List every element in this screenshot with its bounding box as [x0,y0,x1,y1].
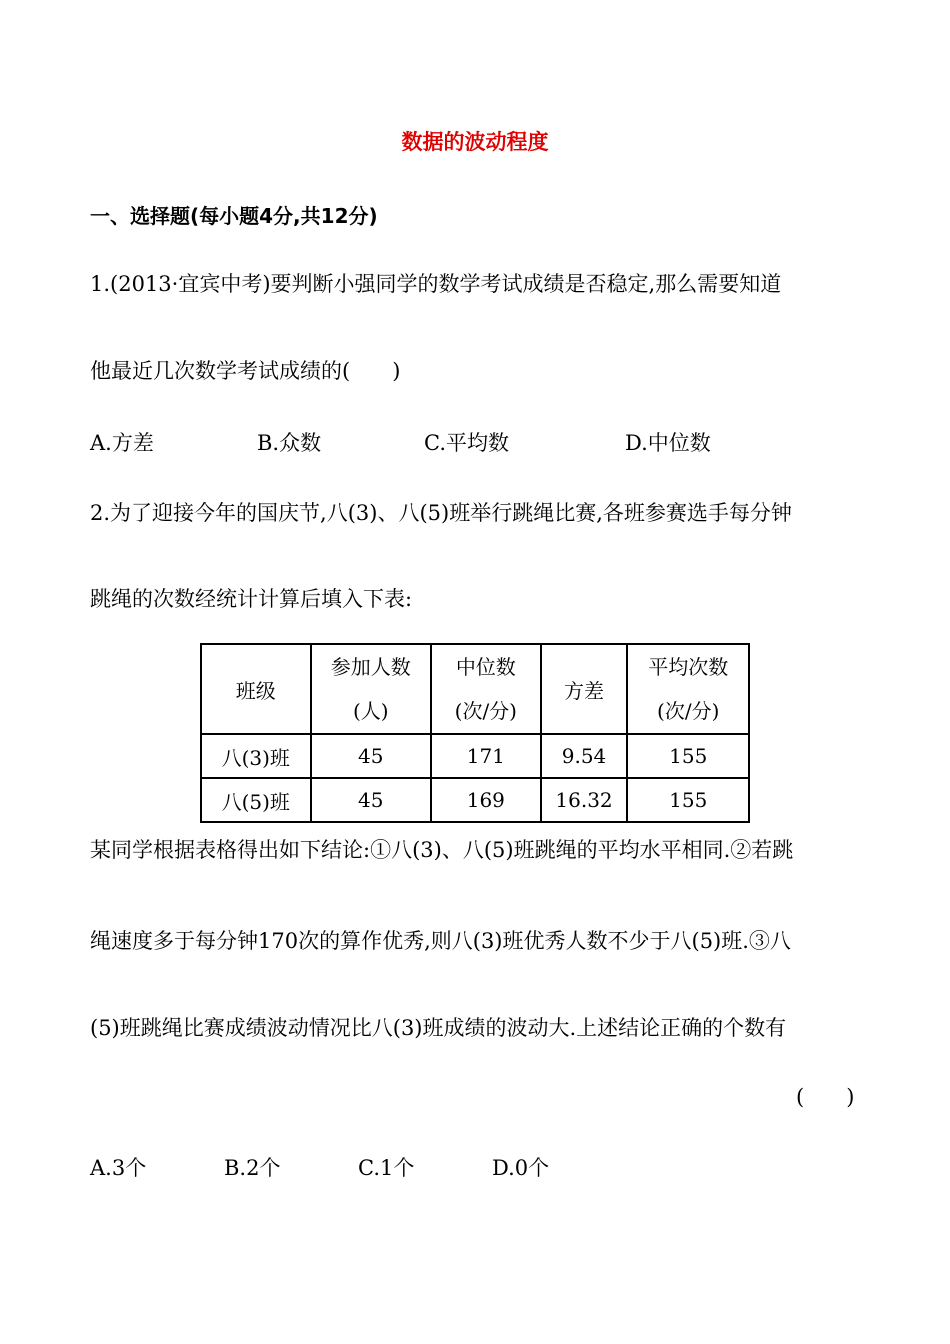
q1-option-d: D.中位数 [625,431,711,455]
cell-class: 八(3)班 [201,734,311,778]
q2-answer-parentheses: ( ) [796,1085,855,1109]
cell-mean: 155 [627,734,749,778]
q2-stem-line-1: 2.为了迎接今年的国庆节,八(3)、八(5)班举行跳绳比赛,各班参赛选手每分钟 [90,501,792,525]
q1-stem-line-1: 1.(2013·宜宾中考)要判断小强同学的数学考试成绩是否稳定,那么需要知道 [90,272,782,296]
jump-rope-stats-table [200,643,750,823]
q2-option-b: B.2个 [224,1156,281,1180]
q2-option-d: D.0个 [492,1156,550,1180]
table-row [201,734,749,778]
header-median: 中位数 (次/分) [431,644,541,734]
q2-conclusion-line-1: 某同学根据表格得出如下结论:①八(3)、八(5)班跳绳的平均水平相同.②若跳 [90,838,794,862]
q2-option-a: A.3个 [90,1156,147,1180]
q1-option-a: A.方差 [90,431,154,455]
cell-median: 169 [431,778,541,822]
q2-stem-line-2: 跳绳的次数经统计计算后填入下表: [90,587,413,611]
cell-mean: 155 [627,778,749,822]
cell-participants: 45 [311,734,432,778]
header-class: 班级 [201,644,311,734]
cell-participants: 45 [311,778,432,822]
q2-option-c: C.1个 [358,1156,415,1180]
document-title: 数据的波动程度 [401,130,549,154]
q1-stem-line-2: 他最近几次数学考试成绩的( ) [90,359,401,383]
header-mean: 平均次数 (次/分) [627,644,749,734]
cell-median: 171 [431,734,541,778]
cell-class: 八(5)班 [201,778,311,822]
cell-variance: 16.32 [541,778,628,822]
q2-conclusion-line-3: (5)班跳绳比赛成绩波动情况比八(3)班成绩的波动大.上述结论正确的个数有 [90,1016,787,1040]
cell-variance: 9.54 [541,734,628,778]
section-heading: 一、选择题(每小题4分,共12分) [90,204,378,228]
table-row [201,778,749,822]
header-participants: 参加人数 (人) [311,644,432,734]
q1-option-c: C.平均数 [424,431,509,455]
header-variance: 方差 [541,644,628,734]
table-header-row [201,644,749,734]
q1-option-b: B.众数 [257,431,322,455]
q2-conclusion-line-2: 绳速度多于每分钟170次的算作优秀,则八(3)班优秀人数不少于八(5)班.③八 [90,929,791,953]
